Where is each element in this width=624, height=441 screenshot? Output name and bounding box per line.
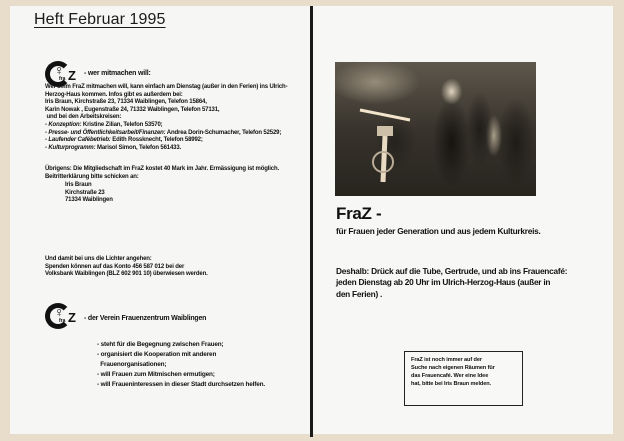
working-group-item: - Konzeption: Kristine Zilian, Telefon 53570; [45,122,163,128]
fraz-logo: ♀ fra Z [45,61,81,91]
membership-text: Übrigens: Die Mitgliedschaft im FraZ kostet 40 Mark im Jahr. Ermässigung ist möglich. Beitritterklärung bitte schicken an: [45,166,279,180]
motorcycle-icon [355,102,415,187]
group-photo [335,62,536,196]
fraz-subtitle: für Frauen jeder Generation und aus jedem Kulturkreis. [336,226,541,236]
cafe-invitation-text: Deshalb: Drück auf die Tube, Gertrude, und ab ins Frauencafé: jeden Dienstag ab 20 Uhr im Ulrich-Herzog-Haus (außer in den Ferien) . [336,266,568,299]
section-caption-join: - wer mitmachen will: [84,70,151,77]
page-divider [310,6,313,437]
working-group-item: - Kulturprogramm: Marisol Simon, Telefon 561433. [45,144,182,151]
working-group-item: - Laufender Cafébetrieb: Edith Rossknecht, Telefon 58992; [45,137,203,144]
membership-address: Iris Braun Kirchstraße 23 71334 Waiblingen [65,182,113,204]
venus-symbol-icon: ♀ [54,304,65,320]
fraz-headline: FraZ - [336,204,382,223]
issue-title: Heft Februar 1995 [34,11,166,28]
room-search-note: FraZ ist noch immer auf der Suche nach eigenen Räumen für das Frauencafé. Wer eine Idee hat, bitte bei Iris Braun melden. [404,351,523,406]
association-goals-list: - steht für die Begegnung zwischen Frauen; - organisiert die Kooperation mit anderen Frauenorganisationen; - will Frauen zum Mitmischen ermutigen; - will Fraueninteressen in dieser Stadt durchsetzen helfen. [97,341,266,388]
donation-text: Und damit bei uns die Lichter angehen: Spenden können auf das Konto 456 587 012 bei der Volksbank Waiblingen (BLZ 602 901 10) überwiesen werden. [45,256,208,278]
fraz-logo: ♀ fra Z [45,303,81,333]
section-caption-association: - der Verein Frauenzentrum Waiblingen [84,315,207,322]
venus-symbol-icon: ♀ [54,62,65,78]
working-groups-list [45,122,281,152]
working-group-item: - Presse- und Öffentlichkeitsarbeit/Finanzen: Andrea Dorin-Schumacher, Telefon 52529; [45,129,282,136]
intro-text: Wer beim FraZ mitmachen will, kann einfach am Dienstag (außer in den Ferien) ins Ulrich- Herzog-Haus kommen. Infos gibt es außerdem bei: Iris Braun, Kirchstraße 23, 71334 Waiblingen, Telefon 15864, Karin Nowak , Eugenstraße 24, 71332 Waiblingen, Telefon 57131, und bei den Arbeitskreisen: [45,84,288,121]
